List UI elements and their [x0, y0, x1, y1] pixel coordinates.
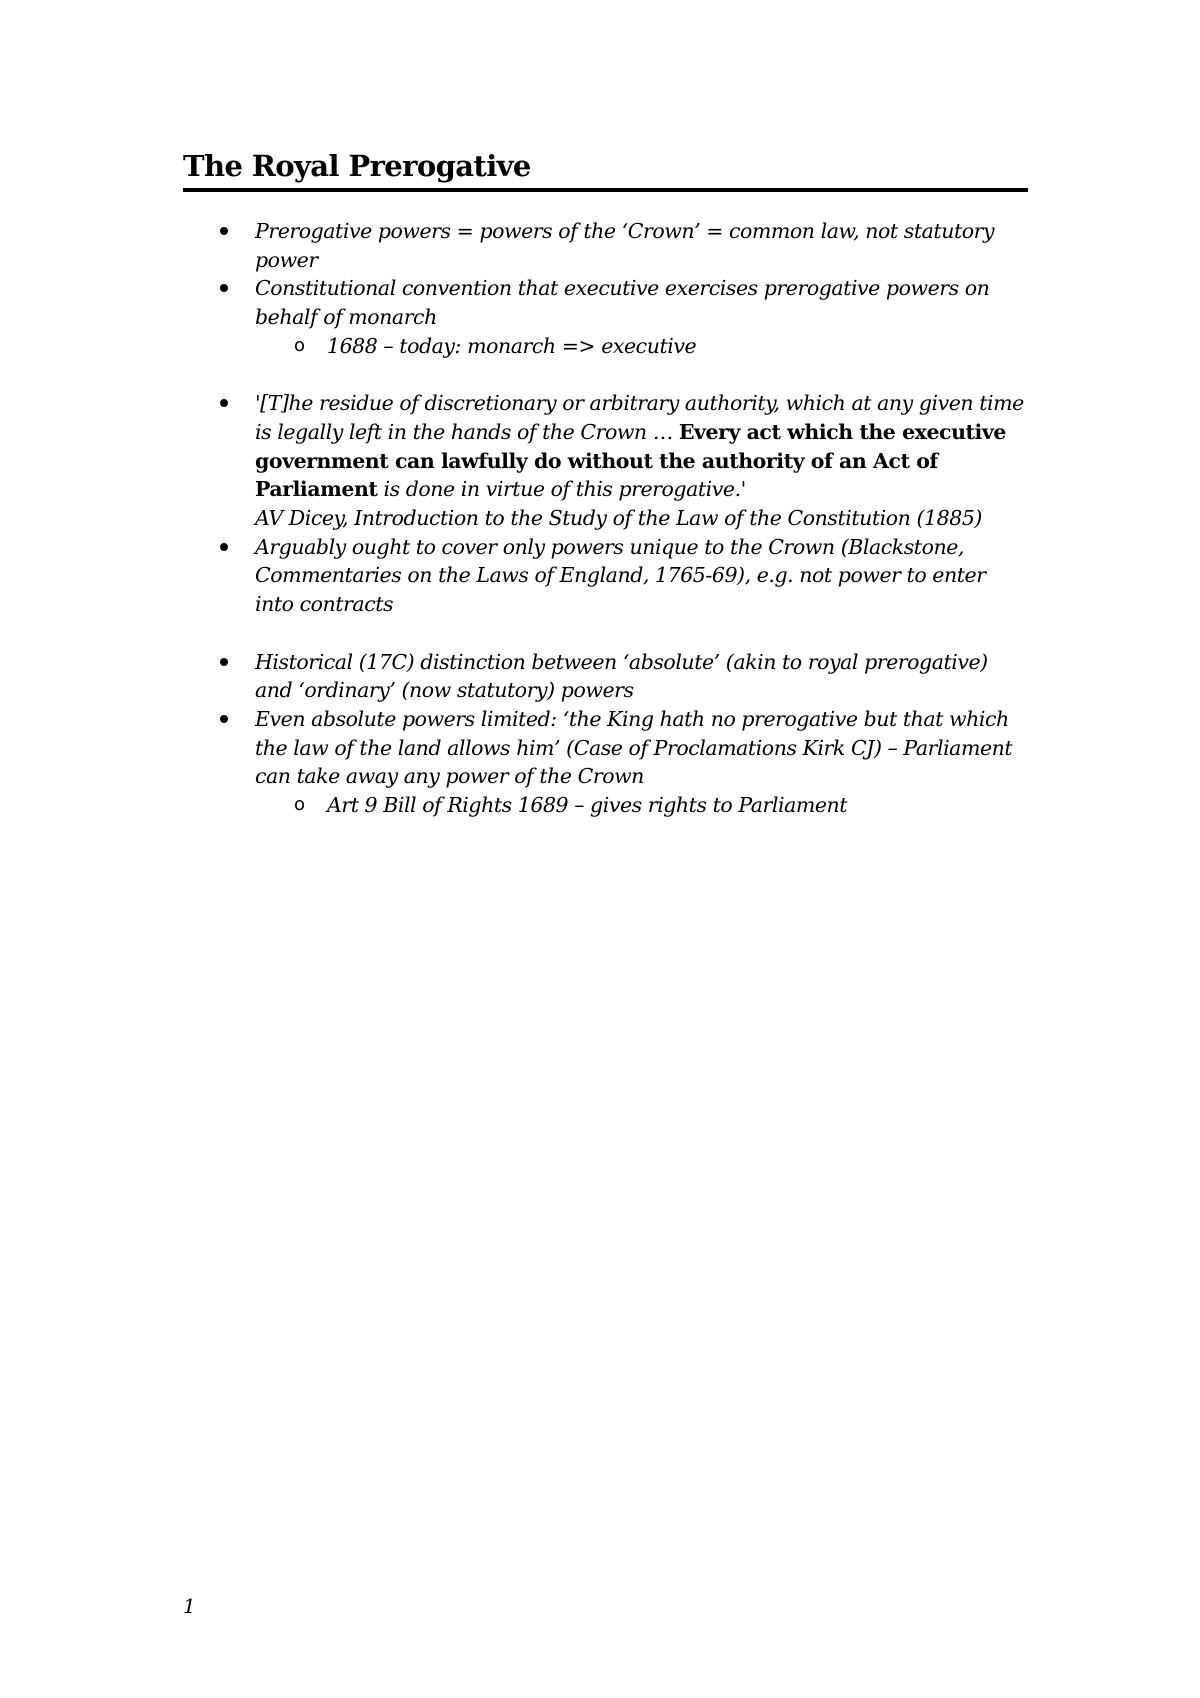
bullet-icon [220, 227, 228, 235]
section-2-list [183, 389, 1028, 619]
quote-text-part2: is done in virtue of this prerogative.' [377, 477, 746, 502]
page-number: 1 [183, 1594, 196, 1618]
list-item-text: Historical (17C) distinction between ‘absolute’ (akin to royal prerogative) and ‘ordinary’ (now statutory) powers [255, 649, 988, 703]
quote-citation: AV Dicey, Introduction to the Study of the Law of the Constitution (1885) [255, 506, 982, 531]
notes-content [183, 217, 1028, 820]
quote-bold-text: Every act which the executive government can lawfully do without the authority of an Act of Parliament [255, 419, 1006, 502]
list-item-text: Even absolute powers limited: ‘the King hath no prerogative but that which the law of the land allows him’ (Case of Proclamations Kirk CJ) – Parliament can take away any power of the Crown [255, 706, 1013, 789]
bullet-icon [220, 543, 228, 551]
sub-list [255, 332, 1028, 361]
list-item [183, 217, 1028, 274]
sub-list-item [183, 791, 1028, 820]
sub-list [255, 791, 1028, 820]
list-item-text: Prerogative powers = powers of the ‘Crown’ = common law, not statutory power [255, 219, 995, 272]
list-item-text: Constitutional convention that executive exercises prerogative powers on behalf of monarch [255, 276, 990, 330]
list-item [183, 533, 1028, 619]
list-item-quote [183, 389, 1028, 533]
spacer [183, 361, 1028, 390]
page-title: The Royal Prerogative [183, 146, 1028, 192]
quote-text-part1: '[T]he residue of discretionary or arbitrary authority, which at any given time is legally left in the hands of the Crown … [255, 391, 1024, 444]
bullet-icon [220, 284, 228, 292]
spacer [183, 619, 1028, 648]
list-item [183, 705, 1028, 820]
list-item [183, 274, 1028, 360]
sub-list-item-text: Art 9 Bill of Rights 1689 – gives rights to Parliament [327, 793, 848, 818]
section-1-list [183, 217, 1028, 361]
section-3-list [183, 648, 1028, 820]
bullet-icon [220, 715, 228, 723]
bullet-icon [220, 658, 228, 666]
sub-bullet-icon: o [294, 794, 305, 816]
sub-list-item [183, 332, 1028, 361]
list-item-text: Arguably ought to cover only powers unique to the Crown (Blackstone, Commentaries on the Laws of England, 1765-69), e.g. not power to enter into contracts [255, 534, 986, 617]
list-item [183, 648, 1028, 705]
sub-list-item-text: 1688 – today: monarch => executive [327, 333, 697, 358]
bullet-icon [220, 399, 228, 407]
sub-bullet-icon: o [294, 334, 305, 356]
